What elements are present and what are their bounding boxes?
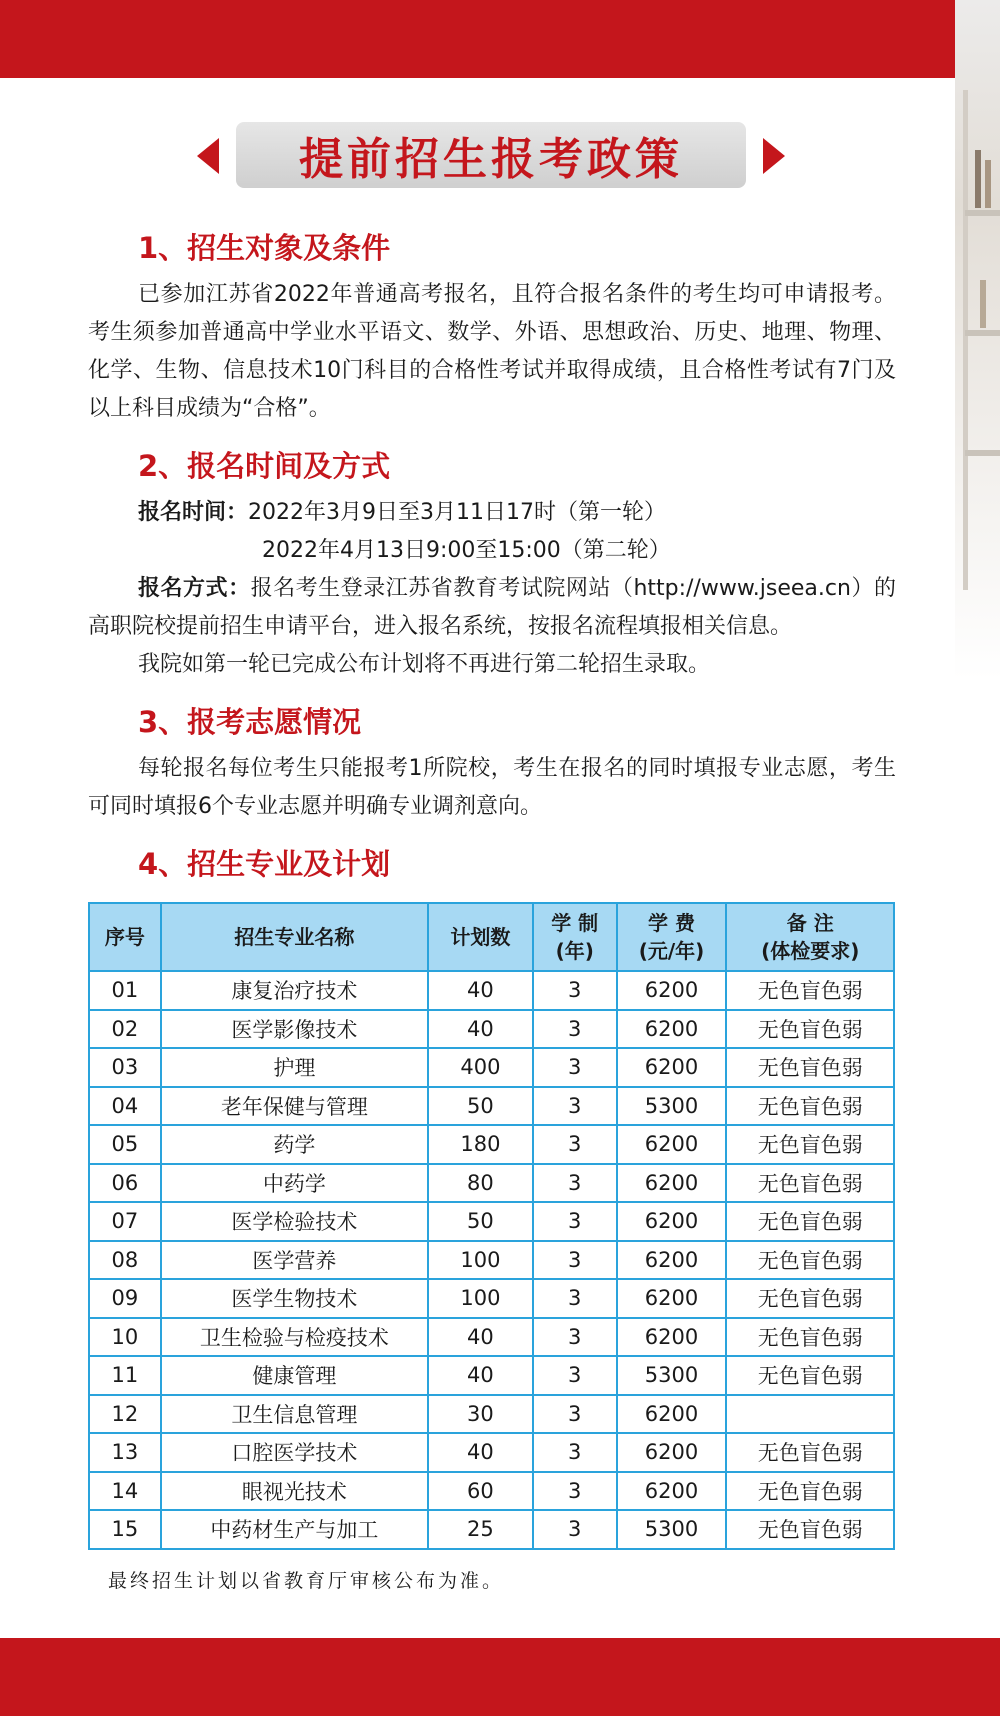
cell-major: 口腔医学技术 [161,1433,428,1472]
cell-fee: 6200 [617,1472,727,1511]
cell-remark: 无色盲色弱 [726,1087,894,1126]
cell-remark: 无色盲色弱 [726,1241,894,1280]
cell-years: 3 [533,1241,617,1280]
cell-remark: 无色盲色弱 [726,1125,894,1164]
registration-method-text: 报名考生登录江苏省教育考试院网站（http://www.jseea.cn）的高职院校提前招生申请平台，进入报名系统，按报名流程填报相关信息。 [88,576,896,639]
bookshelf-photo-strip [955,0,1000,680]
table-row [89,971,894,1010]
book-decoration [975,150,981,208]
cell-years: 3 [533,971,617,1010]
header-no: 序号 [89,903,161,971]
cell-plan: 30 [428,1395,533,1434]
cell-major: 药学 [161,1125,428,1164]
cell-fee: 6200 [617,971,727,1010]
second-round-note: 我院如第一轮已完成公布计划将不再进行第二轮招生录取。 [138,652,711,677]
cell-years: 3 [533,1279,617,1318]
shelf-board [965,210,1000,216]
cell-major: 中药学 [161,1164,428,1203]
header-years-line-2: (年) [555,939,594,963]
cell-plan: 40 [428,1356,533,1395]
cell-no: 07 [89,1202,161,1241]
cell-fee: 6200 [617,1395,727,1434]
cell-years: 3 [533,1202,617,1241]
arrow-right-icon [763,138,785,174]
top-red-banner [0,0,955,78]
cell-remark: 无色盲色弱 [726,1048,894,1087]
header-major: 招生专业名称 [161,903,428,971]
cell-major: 眼视光技术 [161,1472,428,1511]
table-row [89,1241,894,1280]
cell-major: 卫生信息管理 [161,1395,428,1434]
cell-remark [726,1395,894,1434]
cell-years: 3 [533,1472,617,1511]
cell-no: 09 [89,1279,161,1318]
cell-major: 护理 [161,1048,428,1087]
section-text-1: 已参加江苏省2022年普通高考报名，且符合报名条件的考生均可申请报考。考生须参加普通高中学业水平语文、数学、外语、思想政治、历史、地理、物理、化学、生物、信息技术10门科目的合格性考试并取得成绩，且合格性考试有7门及以上科目成绩为“合格”。 [88,282,896,421]
cell-no: 12 [89,1395,161,1434]
title-box [236,122,746,188]
header-fee-line-1: 学 费 [648,911,696,935]
cell-years: 3 [533,1164,617,1203]
cell-fee: 6200 [617,1433,727,1472]
table-row [89,1125,894,1164]
cell-years: 3 [533,1048,617,1087]
cell-fee: 6200 [617,1010,727,1049]
table-row [89,1202,894,1241]
cell-fee: 6200 [617,1164,727,1203]
bottom-red-banner [0,1638,1000,1716]
cell-fee: 6200 [617,1279,727,1318]
cell-plan: 40 [428,1010,533,1049]
cell-fee: 6200 [617,1048,727,1087]
cell-major: 康复治疗技术 [161,971,428,1010]
table-header-row [89,903,894,971]
header-fee [617,903,727,971]
header-remark-line-1: 备 注 [786,911,834,935]
cell-fee: 6200 [617,1241,727,1280]
cell-fee: 5300 [617,1510,727,1549]
table-row [89,1010,894,1049]
section-heading-2: 2、报名时间及方式 [138,449,391,483]
section-text-3: 每轮报名每位考生只能报考1所院校，考生在报名的同时填报专业志愿，考生可同时填报6个专业志愿并明确专业调剂意向。 [88,756,896,819]
cell-no: 04 [89,1087,161,1126]
title-banner [0,122,955,190]
cell-major: 卫生检验与检疫技术 [161,1318,428,1357]
cell-plan: 80 [428,1164,533,1203]
cell-remark: 无色盲色弱 [726,1433,894,1472]
table-row [89,1472,894,1511]
cell-years: 3 [533,1395,617,1434]
cell-no: 06 [89,1164,161,1203]
table-row [89,1164,894,1203]
shelf-board [965,330,1000,336]
cell-years: 3 [533,1356,617,1395]
table-row [89,1395,894,1434]
cell-remark: 无色盲色弱 [726,1356,894,1395]
cell-fee: 6200 [617,1125,727,1164]
cell-remark: 无色盲色弱 [726,1010,894,1049]
table-row [89,1356,894,1395]
cell-no: 02 [89,1010,161,1049]
cell-fee: 5300 [617,1087,727,1126]
cell-major: 医学营养 [161,1241,428,1280]
table-row [89,1087,894,1126]
header-remark-line-2: (体检要求) [761,939,860,963]
header-years [533,903,617,971]
cell-no: 01 [89,971,161,1010]
header-years-line-1: 学 制 [551,911,599,935]
cell-no: 15 [89,1510,161,1549]
registration-time-round-2: 2022年4月13日9:00至15:00（第二轮） [262,538,671,563]
cell-years: 3 [533,1125,617,1164]
cell-fee: 5300 [617,1356,727,1395]
shelf-post [963,90,968,590]
cell-plan: 60 [428,1472,533,1511]
registration-time-round-1: 2022年3月9日至3月11日17时（第一轮） [248,500,666,525]
cell-no: 14 [89,1472,161,1511]
cell-major: 老年保健与管理 [161,1087,428,1126]
cell-major: 医学检验技术 [161,1202,428,1241]
section-heading-3: 3、报考志愿情况 [138,705,362,739]
cell-plan: 50 [428,1087,533,1126]
section-heading-4: 4、招生专业及计划 [138,847,391,881]
header-remark [726,903,894,971]
cell-plan: 100 [428,1241,533,1280]
cell-fee: 6200 [617,1202,727,1241]
registration-method-label: 报名方式： [138,576,251,601]
cell-plan: 40 [428,1433,533,1472]
cell-no: 10 [89,1318,161,1357]
arrow-left-icon [197,138,219,174]
cell-no: 13 [89,1433,161,1472]
table-row [89,1279,894,1318]
cell-plan: 40 [428,1318,533,1357]
cell-plan: 100 [428,1279,533,1318]
cell-plan: 50 [428,1202,533,1241]
cell-years: 3 [533,1087,617,1126]
cell-plan: 40 [428,971,533,1010]
cell-remark: 无色盲色弱 [726,1510,894,1549]
cell-plan: 180 [428,1125,533,1164]
cell-years: 3 [533,1318,617,1357]
section-heading-1: 1、招生对象及条件 [138,231,391,265]
cell-remark: 无色盲色弱 [726,1472,894,1511]
cell-plan: 25 [428,1510,533,1549]
cell-remark: 无色盲色弱 [726,1164,894,1203]
enrollment-plan-table [88,902,895,1550]
registration-time-line-1 [88,494,896,532]
cell-major: 医学影像技术 [161,1010,428,1049]
registration-method [88,570,896,646]
cell-remark: 无色盲色弱 [726,971,894,1010]
cell-no: 05 [89,1125,161,1164]
book-decoration [980,280,986,328]
cell-no: 08 [89,1241,161,1280]
cell-major: 医学生物技术 [161,1279,428,1318]
cell-remark: 无色盲色弱 [726,1279,894,1318]
cell-no: 03 [89,1048,161,1087]
cell-major: 健康管理 [161,1356,428,1395]
table-row [89,1048,894,1087]
book-decoration [985,160,991,208]
footnote: 最终招生计划以省教育厅审核公布为准。 [108,1570,505,1592]
registration-time-label: 报名时间： [138,500,249,525]
policy-content [88,228,896,892]
cell-years: 3 [533,1010,617,1049]
cell-fee: 6200 [617,1318,727,1357]
cell-remark: 无色盲色弱 [726,1202,894,1241]
cell-plan: 400 [428,1048,533,1087]
cell-major: 中药材生产与加工 [161,1510,428,1549]
table-row [89,1510,894,1549]
header-fee-line-2: (元/年) [638,939,705,963]
table-row [89,1318,894,1357]
page-title: 提前招生报考政策 [299,134,683,185]
cell-years: 3 [533,1510,617,1549]
cell-years: 3 [533,1433,617,1472]
shelf-board [965,450,1000,456]
header-plan: 计划数 [428,903,533,971]
cell-remark: 无色盲色弱 [726,1318,894,1357]
table-row [89,1433,894,1472]
cell-no: 11 [89,1356,161,1395]
